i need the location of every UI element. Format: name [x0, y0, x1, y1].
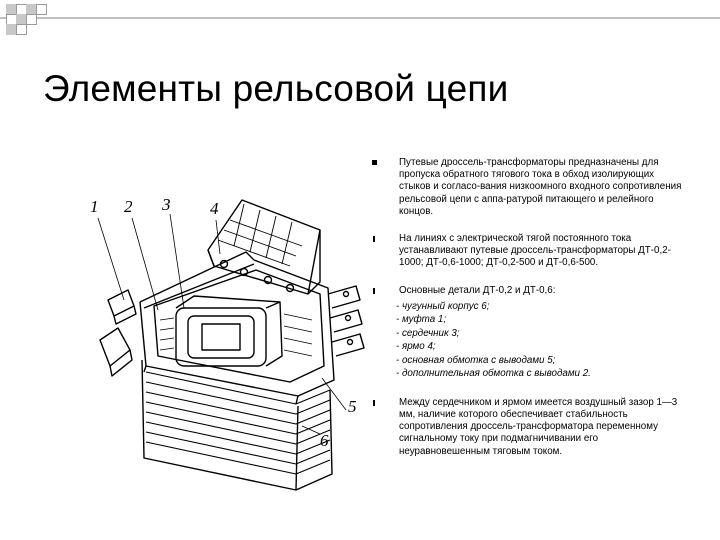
bullet-list — [366, 157, 686, 458]
parts-list — [366, 300, 686, 381]
decor-square — [16, 24, 27, 35]
bullet-item — [366, 285, 686, 297]
page-title: Элементы рельсовой цепи — [43, 68, 509, 109]
figure-label-4: 4 — [210, 199, 219, 218]
decor-square — [36, 4, 47, 15]
decor-square — [26, 14, 37, 25]
parts-list-item: - дополнительная обмотка с выводами 2. — [396, 368, 591, 380]
figure-label-6: 6 — [320, 431, 329, 450]
parts-list-item: - чугунный корпус 6; — [396, 300, 490, 312]
figure-label-3: 3 — [162, 195, 171, 214]
bullet-square-icon — [373, 236, 375, 242]
figure-label-1: 1 — [90, 197, 99, 216]
parts-list-item: - ярмо 4; — [396, 341, 436, 353]
bullet-text: Между сердечником и ярмом имеется воздушный зазор 1—3 мм, наличие которого обеспечивает стабильность сопротивления дроссель-трансформатора переменному сигнальному току при подмагничивании его неуравновешенным тяговым током. — [399, 396, 678, 457]
bullet-square-icon — [372, 160, 377, 165]
parts-list-item: - сердечник 3; — [396, 327, 460, 339]
bullet-text: Путевые дроссель-трансформаторы предназначены для пропуска обратного тягового тока в обход изолирующих стыков и согласо-вания низкоомного входного сопротивления рельсовой цепи с аппа-ратурой питающего и релейного концов. — [399, 157, 682, 217]
figure-label-5: 5 — [348, 397, 357, 416]
parts-list-item: - основная обмотка с выводами 5; — [396, 354, 556, 366]
bullet-item — [366, 397, 686, 458]
decorative-header-squares — [0, 0, 720, 40]
bullet-square-icon — [373, 288, 375, 294]
bullet-item — [366, 233, 686, 270]
bullet-text: На линиях с электрической тягой постоянного тока устанавливают путевые дроссель-трансформаторы ДТ-0,2-1000; ДТ-0,6-1000; ДТ-0,2-500 и ДТ-0,6-500. — [399, 233, 671, 269]
header-divider-line — [0, 17, 720, 19]
parts-list-item: - муфта 1; — [396, 314, 447, 326]
bullet-square-icon — [373, 400, 375, 406]
bullet-text: Основные детали ДТ-0,2 и ДТ-0,6: — [399, 284, 556, 296]
transformer-drawing — [84, 190, 369, 502]
figure-label-2: 2 — [124, 197, 133, 216]
bullet-item — [366, 157, 686, 218]
